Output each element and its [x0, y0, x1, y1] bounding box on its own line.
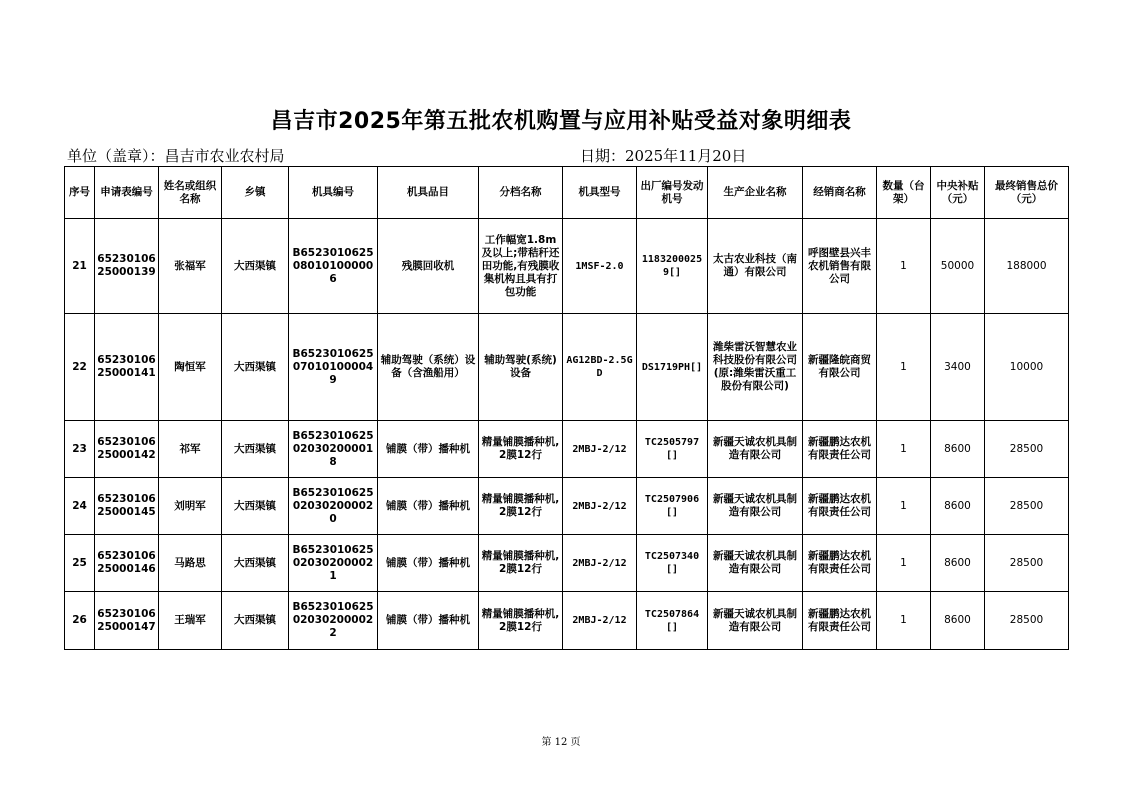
cell-grade: 精量铺膜播种机,2膜12行	[479, 421, 563, 478]
cell-maker: 新疆天诚农机具制造有限公司	[708, 535, 803, 592]
cell-app-id: 6523010625000141	[95, 314, 159, 421]
cell-no: 22	[65, 314, 95, 421]
cell-model: 2MBJ-2/12	[563, 592, 637, 650]
cell-subsidy: 8600	[931, 535, 985, 592]
cell-serial: TC2505797[]	[637, 421, 708, 478]
cell-name: 陶恒军	[159, 314, 222, 421]
cell-serial: TC2507864[]	[637, 592, 708, 650]
table-row	[65, 535, 1069, 592]
cell-grade: 精量铺膜播种机,2膜12行	[479, 478, 563, 535]
header-model: 机具型号	[563, 167, 637, 219]
cell-price: 188000	[985, 219, 1069, 314]
header-dealer: 经销商名称	[803, 167, 877, 219]
cell-price: 28500	[985, 592, 1069, 650]
cell-name: 刘明军	[159, 478, 222, 535]
cell-dealer: 新疆隆皖商贸有限公司	[803, 314, 877, 421]
cell-category: 铺膜（带）播种机	[378, 592, 479, 650]
cell-price: 28500	[985, 421, 1069, 478]
cell-name: 马路思	[159, 535, 222, 592]
table-header-row	[65, 167, 1069, 219]
cell-app-id: 6523010625000142	[95, 421, 159, 478]
table-row	[65, 592, 1069, 650]
cell-price: 28500	[985, 478, 1069, 535]
cell-qty: 1	[877, 478, 931, 535]
cell-app-id: 6523010625000139	[95, 219, 159, 314]
cell-town: 大西渠镇	[222, 478, 289, 535]
cell-maker: 新疆天诚农机具制造有限公司	[708, 478, 803, 535]
cell-town: 大西渠镇	[222, 535, 289, 592]
cell-price: 28500	[985, 535, 1069, 592]
header-subsidy: 中央补贴（元）	[931, 167, 985, 219]
table-row	[65, 478, 1069, 535]
cell-qty: 1	[877, 219, 931, 314]
header-no: 序号	[65, 167, 95, 219]
cell-subsidy: 50000	[931, 219, 985, 314]
cell-app-id: 6523010625000146	[95, 535, 159, 592]
cell-machine-id: B6523010625020302000020	[289, 478, 378, 535]
cell-category: 铺膜（带）播种机	[378, 535, 479, 592]
cell-category: 铺膜（带）播种机	[378, 478, 479, 535]
cell-grade: 精量铺膜播种机,2膜12行	[479, 592, 563, 650]
cell-model: 2MBJ-2/12	[563, 421, 637, 478]
cell-machine-id: B6523010625020302000018	[289, 421, 378, 478]
cell-no: 21	[65, 219, 95, 314]
cell-category: 残膜回收机	[378, 219, 479, 314]
cell-maker: 潍柴雷沃智慧农业科技股份有限公司(原:潍柴雷沃重工股份有限公司)	[708, 314, 803, 421]
header-category: 机具品目	[378, 167, 479, 219]
cell-machine-id: B6523010625080101000006	[289, 219, 378, 314]
cell-qty: 1	[877, 592, 931, 650]
cell-grade: 精量铺膜播种机,2膜12行	[479, 535, 563, 592]
cell-qty: 1	[877, 535, 931, 592]
cell-serial: TC2507340[]	[637, 535, 708, 592]
cell-grade: 辅助驾驶(系统)设备	[479, 314, 563, 421]
cell-dealer: 新疆鹏达农机有限责任公司	[803, 592, 877, 650]
cell-model: 2MBJ-2/12	[563, 535, 637, 592]
cell-name: 祁军	[159, 421, 222, 478]
cell-town: 大西渠镇	[222, 314, 289, 421]
header-serial: 出厂编号发动机号	[637, 167, 708, 219]
cell-town: 大西渠镇	[222, 592, 289, 650]
cell-subsidy: 8600	[931, 592, 985, 650]
cell-maker: 太古农业科技（南通）有限公司	[708, 219, 803, 314]
cell-category: 辅助驾驶（系统）设备（含渔船用）	[378, 314, 479, 421]
cell-machine-id: B6523010625020302000022	[289, 592, 378, 650]
cell-price: 10000	[985, 314, 1069, 421]
header-qty: 数量（台架）	[877, 167, 931, 219]
cell-no: 26	[65, 592, 95, 650]
cell-model: 2MBJ-2/12	[563, 478, 637, 535]
header-grade: 分档名称	[479, 167, 563, 219]
header-app-id: 申请表编号	[95, 167, 159, 219]
cell-subsidy: 8600	[931, 421, 985, 478]
table-row	[65, 219, 1069, 314]
cell-machine-id: B6523010625070101000049	[289, 314, 378, 421]
cell-maker: 新疆天诚农机具制造有限公司	[708, 592, 803, 650]
cell-category: 铺膜（带）播种机	[378, 421, 479, 478]
unit-label: 单位（盖章）：昌吉市农业农村局	[67, 147, 285, 165]
table-row	[65, 314, 1069, 421]
cell-no: 23	[65, 421, 95, 478]
page-title: 昌吉市2025年第五批农机购置与应用补贴受益对象明细表	[270, 109, 852, 134]
cell-machine-id: B6523010625020302000021	[289, 535, 378, 592]
cell-app-id: 6523010625000145	[95, 478, 159, 535]
cell-serial: 11832000259[]	[637, 219, 708, 314]
cell-model: 1MSF-2.0	[563, 219, 637, 314]
cell-no: 24	[65, 478, 95, 535]
header-price: 最终销售总价（元）	[985, 167, 1069, 219]
date-label: 日期：2025年11月20日	[580, 147, 747, 165]
cell-dealer: 新疆鹏达农机有限责任公司	[803, 535, 877, 592]
table-row	[65, 421, 1069, 478]
page-number: 第 12 页	[541, 737, 581, 748]
cell-app-id: 6523010625000147	[95, 592, 159, 650]
header-town: 乡镇	[222, 167, 289, 219]
cell-qty: 1	[877, 314, 931, 421]
cell-subsidy: 3400	[931, 314, 985, 421]
cell-no: 25	[65, 535, 95, 592]
cell-serial: TC2507906[]	[637, 478, 708, 535]
cell-subsidy: 8600	[931, 478, 985, 535]
cell-town: 大西渠镇	[222, 219, 289, 314]
cell-serial: DS1719PH[]	[637, 314, 708, 421]
header-name: 姓名或组织名称	[159, 167, 222, 219]
cell-qty: 1	[877, 421, 931, 478]
subsidy-table	[64, 166, 1069, 650]
cell-maker: 新疆天诚农机具制造有限公司	[708, 421, 803, 478]
header-maker: 生产企业名称	[708, 167, 803, 219]
cell-name: 张福军	[159, 219, 222, 314]
cell-dealer: 新疆鹏达农机有限责任公司	[803, 478, 877, 535]
cell-model: AG12BD-2.5GD	[563, 314, 637, 421]
cell-name: 王瑞军	[159, 592, 222, 650]
cell-town: 大西渠镇	[222, 421, 289, 478]
cell-dealer: 新疆鹏达农机有限责任公司	[803, 421, 877, 478]
header-machine-id: 机具编号	[289, 167, 378, 219]
cell-grade: 工作幅宽1.8m及以上;带秸秆还田功能,有残膜收集机构且具有打包功能	[479, 219, 563, 314]
cell-dealer: 呼图壁县兴丰农机销售有限公司	[803, 219, 877, 314]
